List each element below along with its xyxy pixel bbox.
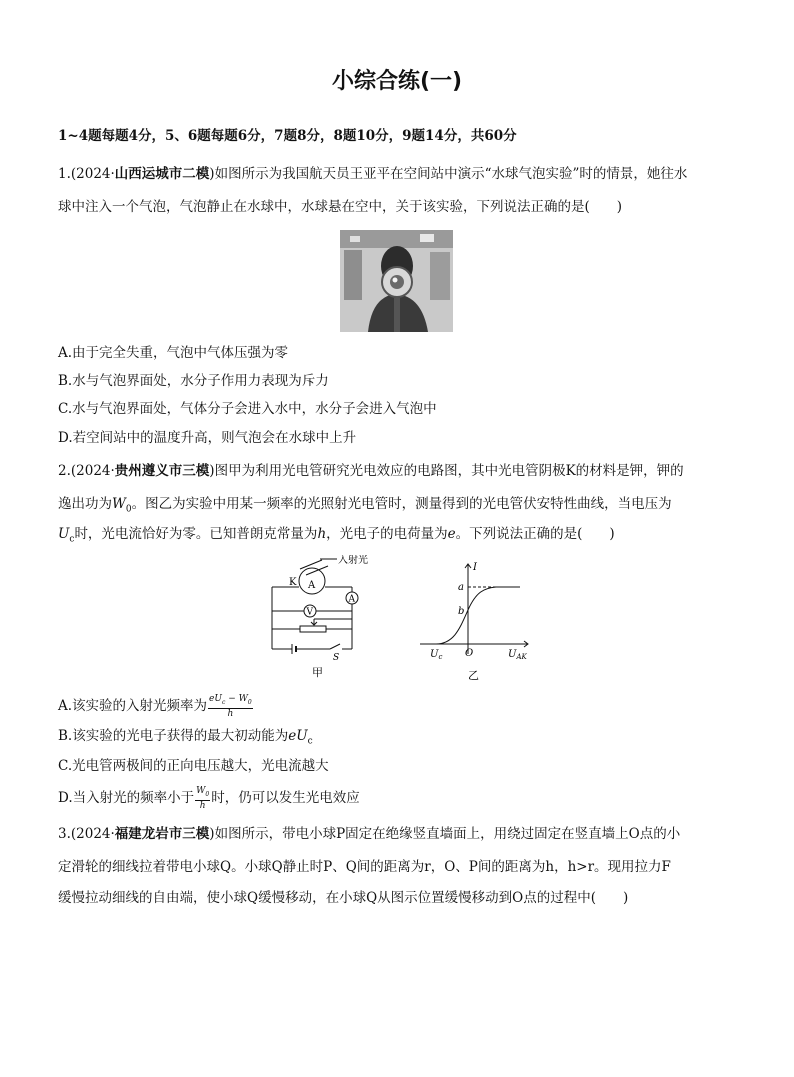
ammeter-icon: A	[348, 594, 355, 605]
point-b-label: b	[458, 606, 465, 617]
voltmeter-icon: V	[306, 607, 313, 618]
point-a-label: a	[458, 582, 464, 593]
q2-option-d-fraction: $\frac{W_0}{h}$	[196, 786, 210, 811]
q2-option-c: C.光电管两极间的正向电压越大，光电流越大	[58, 758, 329, 774]
q2-option-b: B.该实验的光电子获得的最大初动能为$eU_c$	[58, 728, 313, 747]
figure-jia-caption: 甲	[312, 666, 323, 679]
anode-a-label: A	[308, 580, 316, 591]
circuit-diagram-jia	[262, 555, 382, 680]
q3-line-2: 定滑轮的细线拉着带电小球Q。小球Q静止时P、Q间的距离为r，O、P间的距离为h，h>r。现用拉力F	[58, 859, 671, 875]
q3-source: 福建龙岩市三模	[114, 826, 210, 842]
incident-light-label: 入射光	[338, 555, 368, 566]
figure-yi-caption: 乙	[468, 669, 479, 682]
cathode-k-label: K	[289, 577, 297, 588]
q3-line-3: 缓慢拉动细线的自由端，使小球Q缓慢移动，在小球Q从图示位置缓慢移动到O点的过程中( )	[58, 890, 629, 906]
q2-line-1: 2.(2024·贵州遵义市三模)图甲为利用光电管研究光电效应的电路图，其中光电管阴极K的材料是钾，钾的	[58, 463, 684, 479]
uak-label: $U_{AK}$	[508, 649, 527, 661]
q1-option-b: B.水与气泡界面处，水分子作用力表现为斥力	[58, 373, 329, 389]
q1-line-1: 1.(2024·山西运城市二模)如图所示为我国航天员王亚平在空间站中演示“水球气泡实验”时的情景，她往水	[58, 166, 688, 182]
q1-source: 山西运城市二模	[114, 166, 210, 182]
q2-line-2: 逸出功为$W_0$。图乙为实验中用某一频率的光照射光电管时，测量得到的光电管伏安特性曲线，当电压为	[58, 496, 672, 515]
page-title: 小综合练(一)	[331, 69, 463, 94]
scoring-note: 1~4题每题4分，5、6题每题6分，7题8分，8题10分，9题14分，共60分	[58, 128, 517, 144]
astronaut-water-ball-photo	[340, 230, 453, 332]
switch-s-label: S	[333, 653, 340, 663]
origin-label: O	[465, 648, 474, 659]
q2-line-3: $U_c$时，光电流恰好为零。已知普朗克常量为h，光电子的电荷量为e。下列说法正确的是( )	[58, 526, 615, 545]
q1-option-d: D.若空间站中的温度升高，则气泡会在水球中上升	[58, 430, 357, 446]
q2-option-a-fraction: $\frac{eU_c - W_0}{h}$	[209, 694, 252, 719]
q1-line-2: 球中注入一个气泡，气泡静止在水球中，水球悬在空中，关于该实验，下列说法正确的是( )	[58, 199, 623, 215]
iv-curve-yi	[416, 558, 536, 683]
q2-option-d: D.当入射光的频率小于 $\frac{W_0}{h}$ 时，仍可以发生光电效应	[58, 786, 360, 811]
q1-option-a: A.由于完全失重，气泡中气体压强为零	[58, 345, 289, 361]
q3-line-1: 3.(2024·福建龙岩市三模)如图所示，带电小球P固定在绝缘竖直墙面上，用绕过固定在竖直墙上O点的小	[58, 826, 681, 842]
q2-source: 贵州遵义市三模	[114, 463, 210, 479]
q2-option-a: A.该实验的入射光频率为 $\frac{eU_c - W_0}{h}$	[58, 694, 252, 719]
axis-i-label: I	[473, 562, 477, 573]
q1-option-c: C.水与气泡界面处，气体分子会进入水中，水分子会进入气泡中	[58, 401, 437, 417]
uc-label: $U_c$	[430, 649, 443, 661]
